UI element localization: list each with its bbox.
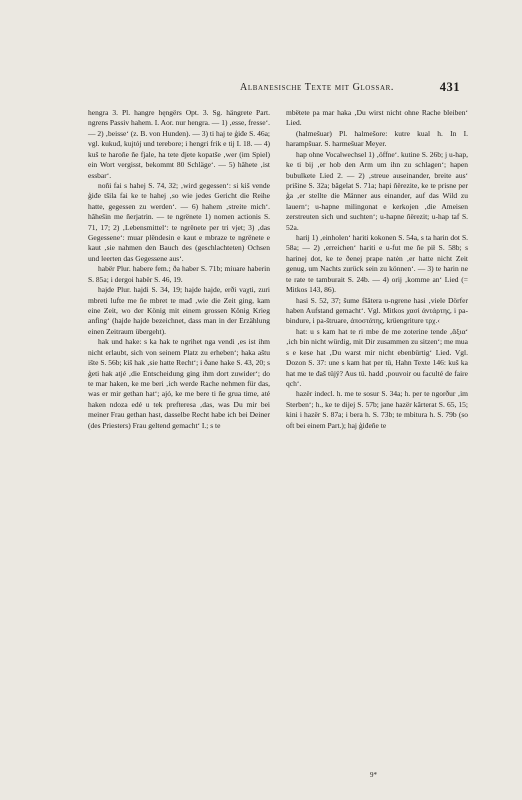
paragraph: noñi fai s hahej S. 74, 32; ‚wird gegessen‘: si kiš vende ģiđe tšila fai ke te hahej ‚so wie jedes Gericht die Reihe hatte, gegessen zu werden‘. — 6) hahem ‚streite mich‘. hâhešin me ñerjatrin. — te ngrënete 1) nomen actionis S. 71, 17; 2) ‚Lebensmittel‘: te ngrënete per tri vjet; 3) ‚das Gegessene‘: muar plëndesin e kaut e mbraze te ngrënete e kaut ‚sie nahmen den Bauch des (geschlachteten) Ochsen und leerten das Gegessene aus‘. xyxy=(88,180,270,263)
paragraph: habër Plur. habere fem.; ða haber S. 71b; miuare haberin S. 85a; i dergoi habër S. 46, 19. xyxy=(88,264,270,284)
paragraph: mbëtete pa mar haka ‚Du wirst nicht ohne Rache bleiben‘ Lied. xyxy=(286,108,468,128)
signature-mark: 9* xyxy=(370,771,377,779)
page-number: 431 xyxy=(439,80,460,94)
paragraph: (halmešuar) Pl. halmešore: kutre kual h. In I. harampšuar. S. harmešuar Meyer. xyxy=(286,128,468,149)
paragraph: hazër indecl. h. me te sosur S. 34a; h. per te ngorður ‚im Sterben‘; h., ke te dijej S. 57b; jane hazër kârterat S. 65, 15; kini i hazër S. 87a; i bera h. S. 73b; te mbitura h. S. 79b (so oft bei einem Part.); haj ģiđeñe te xyxy=(286,389,468,430)
paragraph: hengra 3. Pl. hangre hęngërs Opt. 3. Sg. hängrete Part. ngrens Passiv hahem. I. Aor. nur hengra. — 1) ‚esse, fresse‘. — 2) ‚beisse‘ (z. B. von Hunden). — 3) ti haj te ģiđe S. 46a; vgl. kukuđ, kujtój und terebore; i hengri frik e tij I. 18. — 4) kuš te haroñe ñe fjale, ha tete đjete kopatše ‚wer (im Spiel) ein Wort vergisst, bekommt 80 Schläge‘. — 5) hâhete ‚ist essbar‘. xyxy=(88,108,270,180)
left-column xyxy=(88,108,270,431)
paragraph: harij 1) ‚einholen‘ hariti kokonen S. 54a, s ta harin dot S. 58a; — 2) ‚erreichen‘ hariti e u-fut me ñe pił S. 58b; s harinej dot, ke te ðenej prape natėn ‚er hatte nicht Zeit genug, um Nachts zurück sein zu können‘. — 3) te harin ne te rate te tamburait S. 24b. — 4) orij ‚komme an‘ Lied (= Mitkos 143, 86). xyxy=(286,233,468,295)
paragraph: hap ohne Vocalwechsel 1) ‚öffne‘. kutine S. 26b; j u-hap, ke ti bij ‚er hob den Arm um ihn zu schlagen‘; hapen bubulkete Lied 2. — 2) ‚streue auseinander, breite aus‘ prišine S. 32a; bâgelat S. 71a; hapi ñërezite, ke te prisne per ģa ‚er stellte die Männer aus einander, auf das Wild zu lauern‘; u-hapne milingonat e kerkojen ‚die Ameisen zerstreuten sich und suchten‘; u-hapne ñërezit; u-hap taf S. 52a. xyxy=(286,149,468,232)
paragraph: hajde Plur. hajdi S. 34, 19; hajde hajde, erði vaχti, zuri mbreti lufte me ñe mbret te mađ ‚wie die Zeit ging, kam eine Zeit, wo der König mit einem grossen König Krieg anfing‘ (hajde hajde bezeichnet, dass man in der Erzählung einen Zeitraum übergeht). xyxy=(88,285,270,336)
right-column xyxy=(286,108,468,431)
running-header xyxy=(100,80,460,100)
paragraph: hasi S. 52, 37; šume fšâtera u-ngrene hasi ‚viele Dörfer haben Aufstand gemacht‘. Vgl. Mitkos χασί ἀντάρτης, i pa-bindure, i pa-štruare, ἀποστάτης, krüengriture τρχ.‹ xyxy=(286,295,468,326)
header-title: Albanesische Texte mit Glossar. xyxy=(240,82,394,93)
paragraph: hat: u s kam hat te ri mbe đe me zoterine tende ‚ἄξια‘ ‚ich bin nicht würdig, mit Dir zusammen zu sitzen‘; me mua s e kese hat ‚Du warst mir nicht ebenbürtig‘ Lied. Vgl. Dozon S. 37: une s kam hat per tü, Hahn Texte 146: kuš ka hat me te đaš tüjÿ? Aus tü. hadd ‚pouvoir ou faculté de faire qch‘. xyxy=(286,326,468,388)
paragraph: hak und hake: s ka hak te ngrihet nga vendi ‚es ist ihm nicht erlaubt, sich von seinem Platz zu erheben‘; haka aštu ište S. 56b; kiš hak ‚sie hatte Recht‘; i ðane hake S. 43, 20; s ģeti hak atjé ‚die Entscheidung ging ihm dort zuwider‘; do te mar haken, ke me beri ‚ich werde Rache nehmen für das, was er mir gethan hat‘; ajó, ke me bere ti ñe grua time, até haken ndoza edé u tek prefteresa ‚das, was Du mir bei meiner Frau gethan hast, dasselbe Recht habe ich bei Deiner (des Priesters) Frau geltend gemacht‘ I.; s te xyxy=(88,337,270,430)
